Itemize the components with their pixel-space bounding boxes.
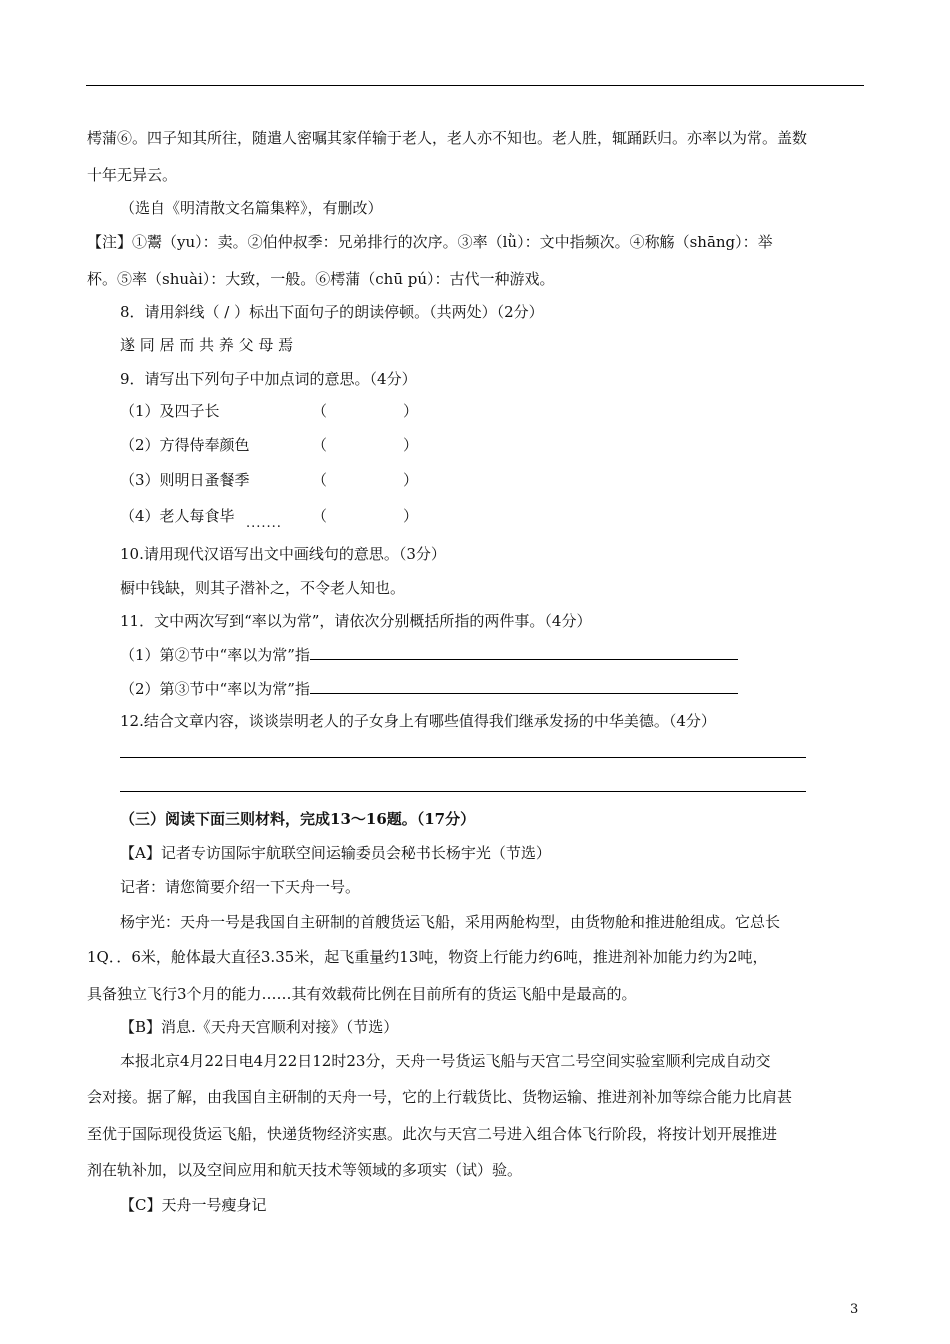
question-10-sentence: 橱中钱缺，则其子潜补之，不令老人知也。: [120, 579, 406, 597]
material-a-title: 【A】记者专访国际宇航联空间运输委员会秘书长杨宇光（节选）: [120, 844, 551, 862]
section-3-heading: （三）阅读下面三则材料，完成13～16题。（17分）: [120, 810, 476, 828]
question-11-item-1: （1）第②节中“率以为常”指: [120, 645, 738, 665]
notes-line-1: 【注】①鬻（yu）：卖。②伯仲叔季：兄弟排行的次序。③率（lǜ）：文中指频次。④称觞（shāng）：举: [87, 233, 773, 251]
answer-paren: （ ）: [312, 471, 419, 489]
material-b-paragraph-3: 至优于国际现役货运飞船，快递货物经济实惠。此次与天宫二号进入组合体飞行阶段，将按计划开展推进: [87, 1125, 778, 1143]
answer-paren: （ ）: [312, 507, 419, 525]
question-11-prompt: 11．文中两次写到“率以为常”，请依次分别概括所指的两件事。（4分）: [120, 612, 592, 630]
question-9-prompt: 9．请写出下列句子中加点词的意思。（4分）: [120, 370, 417, 388]
material-a-paragraph-2: 1Q．．6米，舱体最大直径3.35米，起飞重量约13吨，物资上行能力约6吨，推进剂补加能力约为2吨，: [87, 948, 768, 966]
material-b-paragraph-2: 会对接。据了解，由我国自主研制的天舟一号，它的上行载货比、货物运输、推进剂补加等综合能力比肩甚: [87, 1088, 793, 1106]
material-a-paragraph-3: 具备独立飞行3个月的能力……其有效载荷比例在目前所有的货运飞船中是最高的。: [87, 985, 637, 1003]
question-11-item-2: （2）第③节中“率以为常”指: [120, 679, 738, 699]
material-c-title: 【C】天舟一号瘦身记: [120, 1196, 267, 1214]
material-a-paragraph-1: 杨宇光：天舟一号是我国自主研制的首艘货运飞船，采用两舱构型，由货物舱和推进舱组成。它总长: [120, 913, 781, 931]
answer-blank[interactable]: [310, 679, 738, 694]
passage-line-2: 十年无异云。: [87, 166, 178, 184]
question-8-sentence: 遂 同 居 而 共 养 父 母 焉: [120, 336, 294, 354]
passage-source: （选自《明清散文名篇集粹》，有删改）: [120, 199, 383, 217]
answer-line-1[interactable]: [120, 757, 806, 758]
answer-blank[interactable]: [310, 645, 738, 660]
question-8-prompt: 8．请用斜线（ / ）标出下面句子的朗读停顿。（共两处）（2分）: [120, 303, 544, 321]
answer-paren: （ ）: [312, 402, 419, 420]
emphasis-dots: .......: [246, 516, 282, 531]
question-12-prompt: 12.结合文章内容，谈谈崇明老人的子女身上有哪些值得我们继承发扬的中华美德。（4分）: [120, 712, 716, 730]
question-9-item-2: （2）方得侍奉颜色: [120, 436, 250, 454]
question-9-item-4: （4）老人每食毕: [120, 507, 235, 525]
answer-line-2[interactable]: [120, 791, 806, 792]
question-9-item-3: （3）则明日蚤餐季: [120, 471, 250, 489]
notes-line-2: 杯。⑤率（shuài）：大致，一般。⑥樗蒲（chū pú）：古代一种游戏。: [87, 270, 555, 288]
material-b-title: 【B】消息.《天舟天宫顺利对接》（节选）: [120, 1018, 399, 1036]
page-number: 3: [850, 1302, 859, 1317]
material-b-paragraph-1: 本报北京4月22日电4月22日12时23分，天舟一号货运飞船与天宫二号空间实验室顺利完成自动交: [120, 1052, 771, 1070]
header-rule: [86, 85, 864, 86]
question-9-item-1: （1）及四子长: [120, 402, 220, 420]
passage-line-1: 樗蒲⑥。四子知其所往，随遣人密嘱其家佯输于老人，老人亦不知也。老人胜，辄踊跃归。亦率以为常。盖数: [87, 129, 808, 147]
question-10-prompt: 10.请用现代汉语写出文中画线句的意思。（3分）: [120, 545, 446, 563]
material-b-paragraph-4: 剂在轨补加，以及空间应用和航天技术等领域的多项实（试）验。: [87, 1161, 523, 1179]
material-a-question: 记者：请您简要介绍一下天舟一号。: [120, 878, 361, 896]
answer-paren: （ ）: [312, 436, 419, 454]
